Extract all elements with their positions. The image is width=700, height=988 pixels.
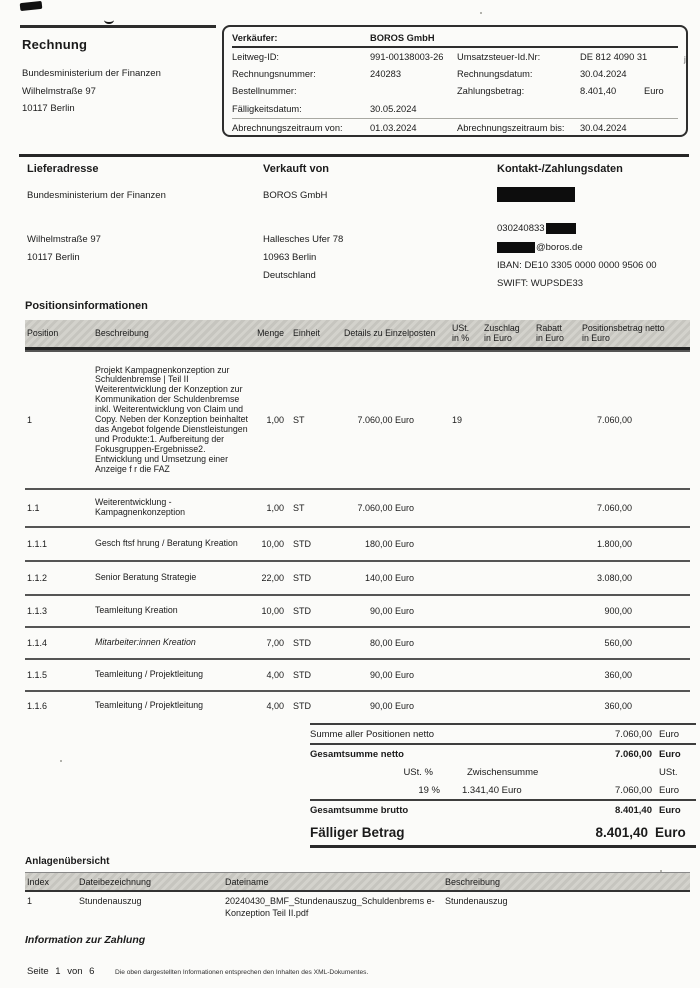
- cell-description: Mitarbeiter:innen Kreation: [95, 637, 196, 648]
- col-ust: USt. in %: [452, 323, 470, 343]
- cell-dateibezeichnung: Stundenauszug: [79, 896, 142, 906]
- field-label: Leitweg-ID:: [232, 51, 280, 62]
- contact-email: @boros.de: [497, 242, 583, 253]
- redaction-bar: [546, 223, 576, 234]
- col-rabatt: Rabatt in Euro: [536, 323, 564, 343]
- table-row: [25, 892, 690, 919]
- cell-einheit: STD: [293, 670, 311, 680]
- seller-info-box: [222, 25, 688, 137]
- positions-table-header: [25, 320, 690, 350]
- redaction-bar: [497, 187, 575, 202]
- scan-noise: [480, 12, 482, 14]
- vat-pct-header: USt. %: [403, 766, 433, 778]
- col-dateiname: Dateiname: [225, 876, 269, 887]
- currency-label: Euro: [644, 86, 664, 97]
- currency-label: Euro: [659, 748, 681, 760]
- table-row: [25, 560, 690, 594]
- cell-details: 7.060,00 Euro: [357, 415, 414, 425]
- attachments-section: [25, 856, 690, 919]
- delivery-address: [27, 163, 247, 263]
- col-betrag: Positionsbetrag netto in Euro: [582, 323, 665, 343]
- seller-box-row: [232, 27, 678, 48]
- scan-artifact: j: [684, 55, 686, 64]
- amount-due-row: [310, 819, 696, 848]
- seller-box-row: [232, 83, 678, 100]
- verkaeufer-label: Verkäufer:: [232, 33, 278, 44]
- vat-value-row: [310, 781, 696, 799]
- cell-position: 1.1.6: [27, 701, 48, 711]
- vat-pct-value: 19 %: [418, 784, 440, 796]
- cell-betrag: 7.060,00: [596, 503, 632, 513]
- delivery-name: Bundesministerium der Finanzen: [27, 190, 166, 201]
- col-dateibezeichnung: Dateibezeichnung: [79, 876, 152, 887]
- cell-position: 1.1.2: [27, 573, 48, 583]
- field-label: Rechnungsnummer:: [232, 69, 316, 80]
- contact-iban: IBAN: DE10 3305 0000 0000 9506 00: [497, 260, 657, 271]
- vat-header: USt.: [659, 766, 678, 778]
- col-menge: Menge: [257, 328, 284, 339]
- field-label: Abrechnungszeitraum bis:: [457, 123, 565, 134]
- field-value: 30.04.2024: [580, 123, 627, 134]
- positions-table: [25, 320, 690, 720]
- cell-einheit: STD: [293, 539, 311, 549]
- col-details: Details zu Einzelposten: [344, 328, 436, 339]
- recipient-street: Wilhelmstraße 97: [22, 85, 96, 97]
- field-value: 8.401,40: [580, 86, 617, 97]
- footer-note: Die oben dargestellten Informationen entsprechen den Inhalten des XML-Dokumentes.: [115, 969, 369, 976]
- total-gross-value: 8.401,40: [615, 804, 652, 816]
- cell-einheit: STD: [293, 638, 311, 648]
- cell-menge: 1,00: [266, 503, 284, 513]
- field-value: 30.04.2024: [580, 69, 627, 80]
- cell-menge: 1,00: [266, 415, 284, 425]
- cell-menge: 7,00: [266, 638, 284, 648]
- cell-details: 90,00 Euro: [369, 606, 414, 616]
- contact-payment-data: [497, 163, 697, 289]
- cell-menge: 10,00: [261, 539, 284, 549]
- field-value: 240283: [370, 69, 402, 80]
- seller-city: 10963 Berlin: [263, 252, 317, 263]
- cell-description: Weiterentwicklung - Kampagnenkonzeption: [95, 497, 185, 517]
- cell-position: 1.1: [27, 503, 40, 513]
- cell-betrag: 900,00: [604, 606, 632, 616]
- cell-description: Projekt Kampagnenkonzeption zur Schuldenbremse | Teil II Weiterentwicklung der Konzeption zur Kommunikation der Schuldenbremse inkl. Weiterentwicklung von Claim und Copy. Neben der Konzeption beinhaltet das Angebot folgende Dienstleistungen und Produkte:1. Aufbereitung der Fokusgruppen-Ergebnisse2. Entwicklung und Umsetzung einer Anzeige f r die FAZ: [95, 364, 248, 474]
- cell-betrag: 1.800,00: [596, 539, 632, 549]
- sold-by-address: [263, 163, 463, 281]
- currency-label: Euro: [659, 804, 681, 816]
- cell-details: 140,00 Euro: [364, 573, 414, 583]
- sum-net-value: 7.060,00: [615, 728, 652, 740]
- table-row: [25, 658, 690, 690]
- cell-einheit: STD: [293, 606, 311, 616]
- attachments-title: Anlagenübersicht: [25, 856, 110, 867]
- cell-dateiname: 20240430_BMF_Stundenauszug_Schuldenbrems e-Konzeption Teil II.pdf: [225, 896, 435, 918]
- recipient-name: Bundesministerium der Finanzen: [22, 68, 161, 79]
- cell-einheit: ST: [293, 415, 305, 425]
- subtotal-value: 1.341,40 Euro: [462, 784, 522, 796]
- amount-due-value: 8.401,40: [595, 824, 648, 840]
- cell-position: 1.1.5: [27, 670, 48, 680]
- page-number: Seite 1 von 6: [27, 966, 95, 977]
- cell-ust: 19: [452, 415, 463, 425]
- seller-street: Hallesches Ufer 78: [263, 234, 344, 245]
- recipient-city: 10117 Berlin: [22, 103, 75, 114]
- seller-box-row: [232, 65, 678, 82]
- cell-menge: 4,00: [266, 701, 284, 711]
- cell-beschreibung: Stundenauszug: [445, 896, 508, 906]
- delivery-address-title: Lieferadresse: [27, 163, 99, 175]
- verkaeufer-value: BOROS GmbH: [370, 33, 435, 44]
- subtotal-header: Zwischensumme: [467, 766, 539, 778]
- field-value: 991-00138003-26: [370, 51, 444, 62]
- cell-betrag: 360,00: [604, 701, 632, 711]
- cell-position: 1: [27, 415, 33, 425]
- contact-phone: 030240833: [497, 223, 576, 234]
- table-row: [25, 526, 690, 560]
- positions-title: Positionsinformationen: [25, 300, 148, 312]
- table-row: [25, 690, 690, 720]
- table-row: [25, 626, 690, 658]
- seller-name: BOROS GmbH: [263, 190, 328, 201]
- recipient-block: [20, 25, 216, 118]
- total-gross-row: [310, 799, 696, 819]
- cell-menge: 22,00: [261, 573, 284, 583]
- redaction-bar: [497, 242, 535, 253]
- cell-einheit: STD: [293, 701, 311, 711]
- payment-info-title: Information zur Zahlung: [25, 934, 146, 946]
- cell-betrag: 360,00: [604, 670, 632, 680]
- cell-menge: 4,00: [266, 670, 284, 680]
- handwritten-scribble: [20, 1, 43, 11]
- sold-by-title: Verkauft von: [263, 163, 330, 175]
- col-beschreibung: Beschreibung: [445, 876, 501, 887]
- field-value: 30.05.2024: [370, 103, 417, 114]
- sum-net-row: [310, 723, 696, 743]
- seller-country: Deutschland: [263, 270, 316, 281]
- cell-details: 90,00 Euro: [369, 670, 414, 680]
- cell-details: 90,00 Euro: [369, 701, 414, 711]
- vat-header-row: [310, 763, 696, 781]
- col-position: Position: [27, 328, 59, 339]
- total-net-label: Gesamtsumme netto: [310, 748, 404, 760]
- table-row: [25, 594, 690, 626]
- amount-due-label: Fälliger Betrag: [310, 824, 405, 840]
- cell-description: Teamleitung / Projektleitung: [95, 669, 204, 680]
- delivery-city: 10117 Berlin: [27, 252, 80, 263]
- total-net-value: 7.060,00: [615, 748, 652, 760]
- totals-summary: [310, 723, 696, 848]
- cell-details: 80,00 Euro: [369, 638, 414, 648]
- field-value: 01.03.2024: [370, 123, 417, 134]
- handwritten-mark: [104, 16, 114, 24]
- total-net-row: [310, 743, 696, 763]
- field-value: DE 812 4090 31: [580, 51, 648, 62]
- col-zuschlag: Zuschlag in Euro: [484, 323, 520, 343]
- field-label: Zahlungsbetrag:: [457, 86, 525, 97]
- section-divider: [19, 154, 689, 157]
- currency-label: Euro: [655, 824, 686, 840]
- field-label: Umsatzsteuer-Id.Nr:: [457, 51, 541, 62]
- cell-einheit: ST: [293, 503, 305, 513]
- cell-details: 7.060,00 Euro: [357, 503, 414, 513]
- cell-position: 1.1.1: [27, 539, 48, 549]
- total-gross-label: Gesamtsumme brutto: [310, 804, 409, 816]
- cell-description: Senior Beratung Strategie: [95, 572, 197, 583]
- field-label: Fälligkeitsdatum:: [232, 103, 302, 114]
- seller-box-row: [232, 100, 678, 117]
- contact-title: Kontakt-/Zahlungsdaten: [497, 163, 623, 175]
- col-beschreibung: Beschreibung: [95, 328, 149, 339]
- cell-description: Teamleitung Kreation: [95, 605, 178, 616]
- currency-label: Euro: [659, 784, 680, 796]
- cell-betrag: 7.060,00: [596, 415, 632, 425]
- field-label: Rechnungsdatum:: [457, 69, 533, 80]
- col-einheit: Einheit: [293, 328, 320, 339]
- cell-position: 1.1.3: [27, 606, 48, 616]
- cell-betrag: 560,00: [604, 638, 632, 648]
- seller-box-row: [232, 118, 678, 138]
- sum-net-label: Summe aller Positionen netto: [310, 728, 435, 740]
- cell-einheit: STD: [293, 573, 311, 583]
- cell-description: Teamleitung / Projektleitung: [95, 700, 204, 711]
- col-index: Index: [27, 876, 50, 887]
- doc-title: Rechnung: [22, 37, 88, 52]
- vat-amount: 7.060,00: [615, 784, 652, 796]
- table-row: [25, 350, 690, 488]
- cell-betrag: 3.080,00: [596, 573, 632, 583]
- cell-details: 180,00 Euro: [364, 539, 414, 549]
- currency-label: Euro: [659, 728, 680, 740]
- delivery-street: Wilhelmstraße 97: [27, 234, 101, 245]
- cell-index: 1: [27, 896, 33, 906]
- cell-description: Gesch ftsf hrung / Beratung Kreation: [95, 538, 238, 549]
- scan-noise: [60, 760, 62, 762]
- cell-menge: 10,00: [261, 606, 284, 616]
- field-label: Bestellnummer:: [232, 86, 297, 97]
- contact-swift: SWIFT: WUPSDE33: [497, 278, 584, 289]
- table-row: [25, 488, 690, 526]
- attachments-header: [25, 872, 690, 892]
- seller-box-row: [232, 48, 678, 65]
- field-label: Abrechnungszeitraum von:: [232, 123, 343, 134]
- cell-position: 1.1.4: [27, 638, 48, 648]
